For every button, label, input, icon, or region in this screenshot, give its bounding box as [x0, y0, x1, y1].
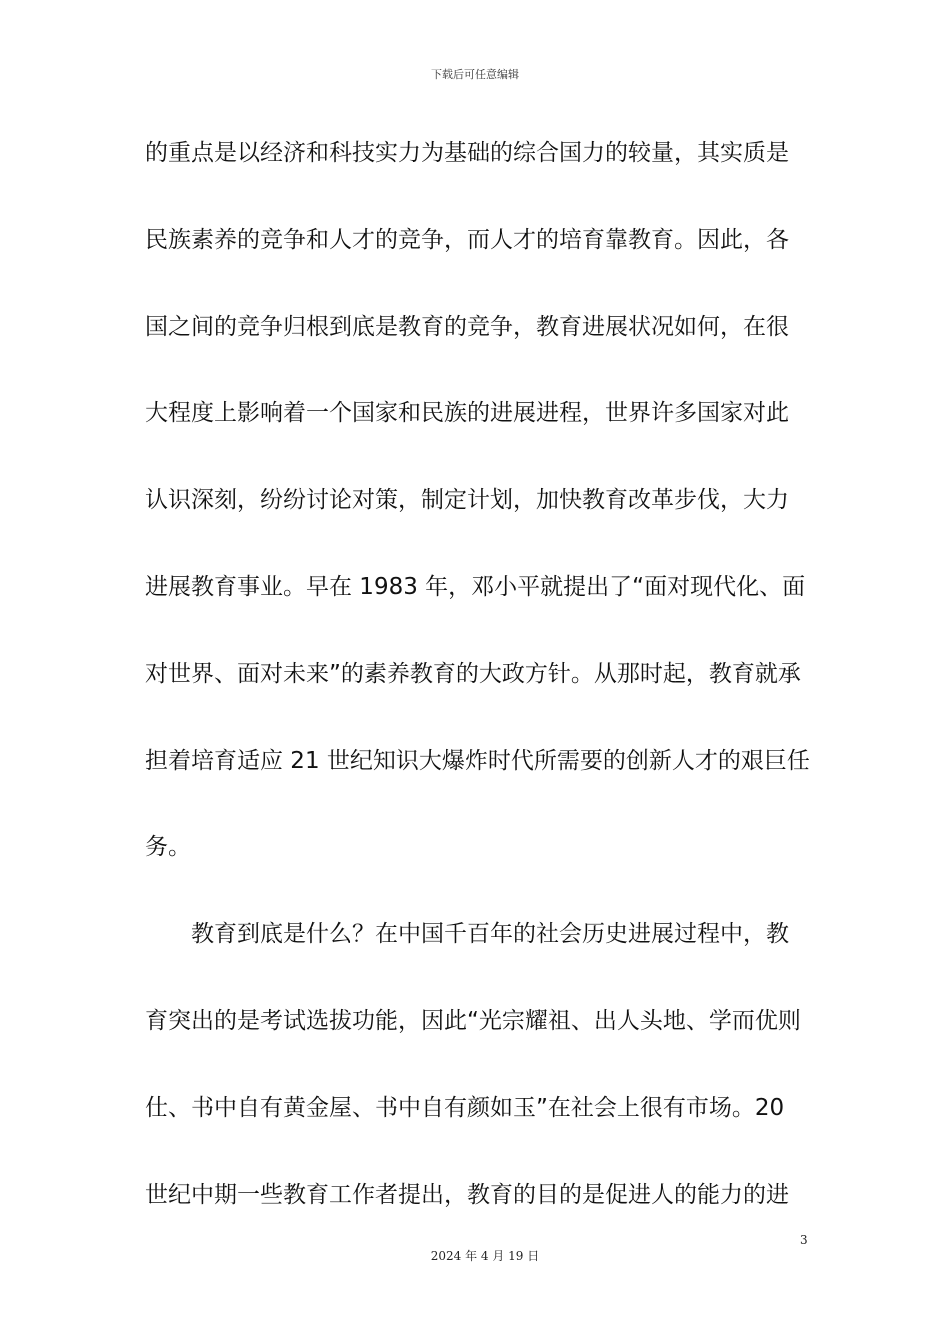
text-line: 进展教育事业。早在 1983 年，邓小平就提出了“面对现代化、面: [145, 573, 806, 600]
text-line: 认识深刻，纷纷讨论对策，制定计划，加快教育改革步伐，大力: [145, 487, 789, 514]
page-header: 下载后可任意编辑: [431, 68, 519, 81]
text-line: 育突出的是考试选拔功能，因此“光宗耀祖、出人头地、学而优则: [145, 1007, 801, 1034]
text-line: 世纪中期一些教育工作者提出，教育的目的是促进人的能力的进: [145, 1181, 789, 1208]
footer-date: 2024 年 4 月 19 日: [430, 1249, 540, 1263]
paragraph-first-line: 教育到底是什么？在中国千百年的社会历史进展过程中，教: [191, 921, 789, 948]
text-line: 担着培育适应 21 世纪知识大爆炸时代所需要的创新人才的艰巨任: [145, 747, 810, 774]
text-line: 民族素养的竞争和人才的竞争，而人才的培育靠教育。因此，各: [145, 226, 789, 253]
text-line: 的重点是以经济和科技实力为基础的综合国力的较量，其实质是: [145, 140, 789, 166]
text-line: 务。: [145, 834, 191, 861]
document-body: [145, 128, 810, 1256]
text-line: 对世界、面对未来”的素养教育的大政方针。从那时起，教育就承: [145, 660, 801, 687]
text-line: 国之间的竞争归根到底是教育的竞争，教育进展状况如何，在很: [145, 313, 789, 340]
page-number: 3: [800, 1233, 808, 1247]
text-line: 仕、书中自有黄金屋、书中自有颜如玉”在社会上很有市场。20: [145, 1094, 785, 1121]
text-line: 大程度上影响着一个国家和民族的进展进程，世界许多国家对此: [145, 400, 789, 427]
